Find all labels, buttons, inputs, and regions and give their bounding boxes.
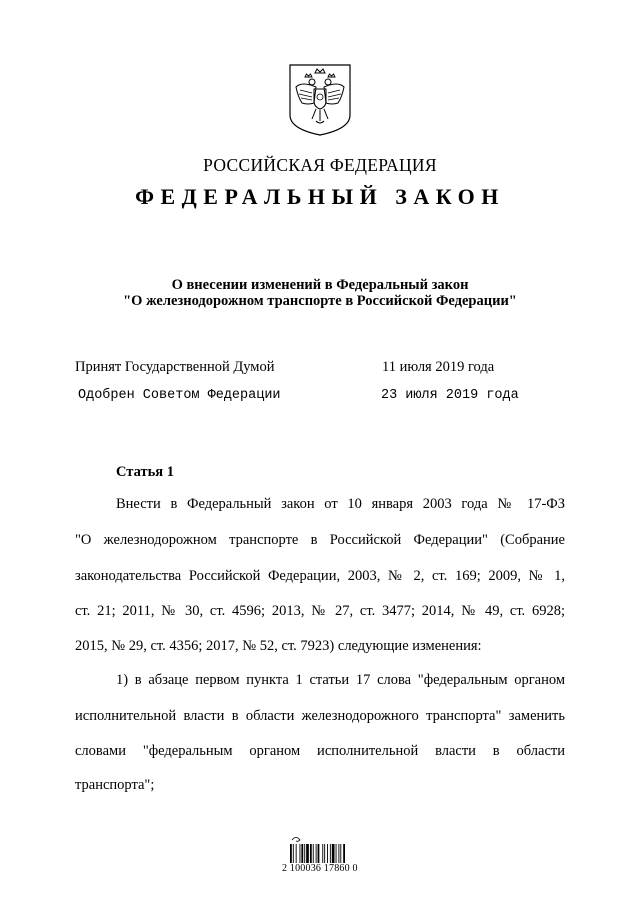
article-text-line: "О железнодорожном транспорте в Российской Федерации" (Собрание <box>75 532 565 548</box>
coat-of-arms-icon <box>288 63 352 137</box>
law-title-line-2: "О железнодорожном транспорте в Российской Федерации" <box>123 293 517 309</box>
duma-adoption-label: Принят Государственной Думой <box>75 359 275 375</box>
country-name: РОССИЙСКАЯ ФЕДЕРАЦИЯ <box>203 155 437 175</box>
article-text-line: Внести в Федеральный закон от 10 января 2003 года № 17-ФЗ <box>116 496 565 512</box>
article-text-line: законодательства Российской Федерации, 2003, № 2, ст. 169; 2009, № 1, <box>75 568 565 584</box>
item-text-line: исполнительной власти в области железнодорожного транспорта" заменить <box>75 708 565 724</box>
law-title-line-1: О внесении изменений в Федеральный закон <box>171 277 469 293</box>
article-heading: Статья 1 <box>116 464 174 480</box>
document-type: ФЕДЕРАЛЬНЫЙ ЗАКОН <box>135 184 505 209</box>
barcode-number: 2 100036 17860 0 <box>282 863 358 874</box>
barcode-icon <box>288 836 368 864</box>
item-text-line: 1) в абзаце первом пункта 1 статьи 17 слова "федеральным органом <box>116 672 565 688</box>
article-text-line: ст. 21; 2011, № 30, ст. 4596; 2013, № 27, ст. 3477; 2014, № 49, ст. 6928; <box>75 603 565 619</box>
duma-adoption-date: 11 июля 2019 года <box>382 359 495 375</box>
article-text-line: 2015, № 29, ст. 4356; 2017, № 52, ст. 7923) следующие изменения: <box>75 638 482 654</box>
council-approval-date: 23 июля 2019 года <box>381 388 519 403</box>
item-text-line: транспорта"; <box>75 777 155 793</box>
council-approval-label: Одобрен Советом Федерации <box>78 388 281 403</box>
item-text-line: словами "федеральным органом исполнительной власти в области <box>75 743 565 759</box>
